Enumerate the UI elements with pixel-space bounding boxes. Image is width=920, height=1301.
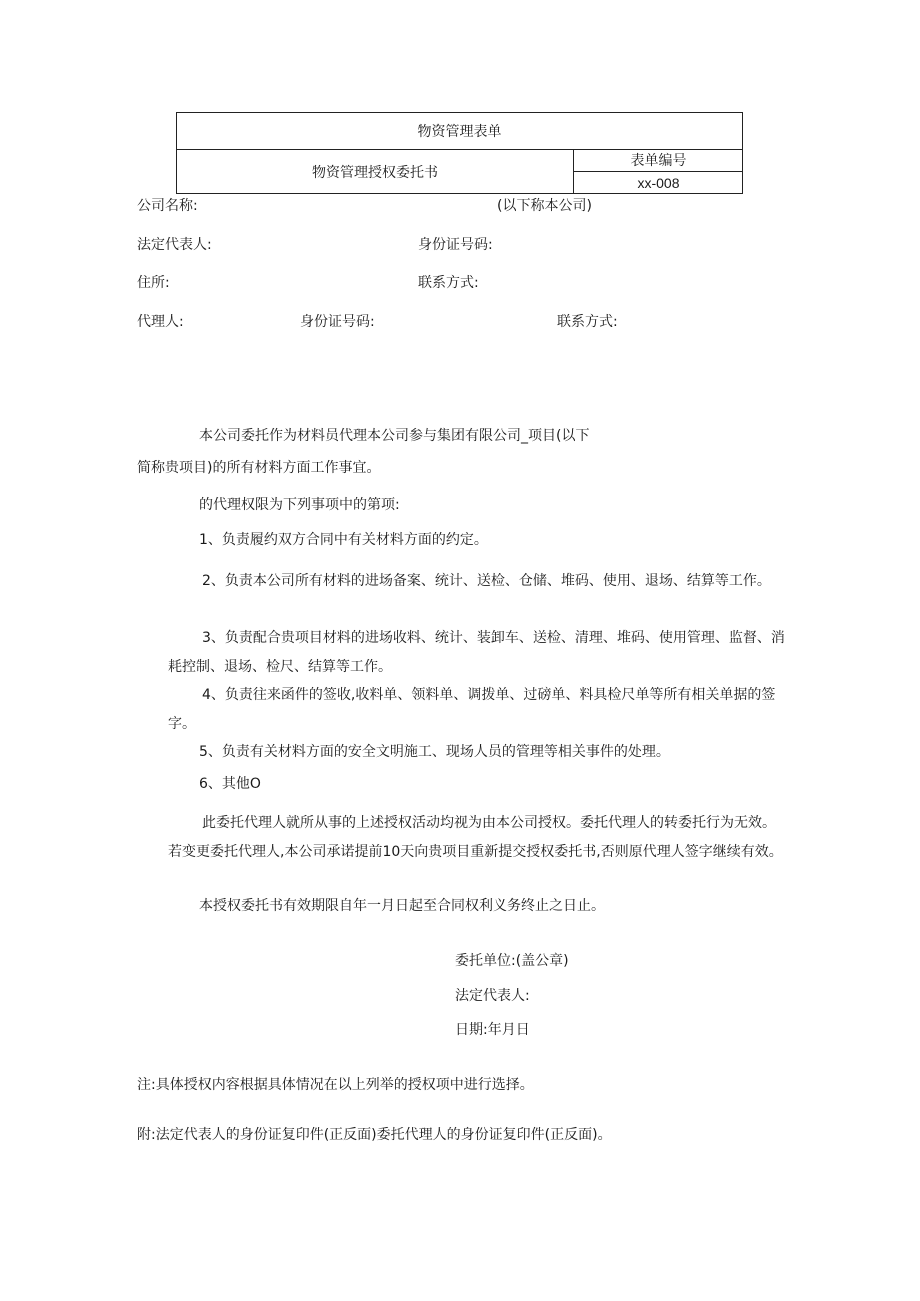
id-number-label: 身份证号码: <box>418 237 493 253</box>
attachment-line: 附:法定代表人的身份证复印件(正反面)委托代理人的身份证复印件(正反面)。 <box>137 1127 612 1143</box>
item-1: 1、负责履约双方合同中有关材料方面的约定。 <box>199 532 488 548</box>
signature-date: 日期:年月日 <box>455 1022 530 1038</box>
item-5: 5、负责有关材料方面的安全文明施工、现场人员的管理等相关事件的处理。 <box>199 744 670 760</box>
agent-label: 代理人: <box>137 314 184 330</box>
item-2: 2、负责本公司所有材料的进场备案、统计、送检、仓储、堆码、使用、退场、结算等工作。 <box>202 573 771 589</box>
intro-line-1: 本公司委托作为材料员代理本公司参与集团有限公司_项目(以下 <box>199 428 590 444</box>
form-code-value: xx-008 <box>637 175 680 191</box>
document-title: 物资管理授权委托书 <box>177 149 574 194</box>
agent-id-label: 身份证号码: <box>300 314 375 330</box>
company-name-label: 公司名称: <box>137 198 198 214</box>
intro-line-2: 简称贵项目)的所有材料方面工作事宜。 <box>137 460 381 476</box>
item-6: 6、其他O <box>199 776 261 792</box>
note-line: 注:具体授权内容根据具体情况在以上列举的授权项中进行选择。 <box>137 1077 534 1093</box>
signature-legal-rep: 法定代表人: <box>455 988 530 1004</box>
signature-unit: 委托单位:(盖公章) <box>455 953 569 969</box>
validity-line: 本授权委托书有效期限自年一月日起至合同权利义务终止之日止。 <box>199 898 605 914</box>
clause-paragraph: 此委托代理人就所从事的上述授权活动均视为由本公司授权。委托代理人的转委托行为无效。若变更委托代理人,本公司承诺提前10天向贵项目重新提交授权委托书,否则原代理人签字继续有效。 <box>168 815 783 860</box>
agent-contact-label: 联系方式: <box>557 314 618 330</box>
form-header-table <box>176 112 743 194</box>
address-label: 住所: <box>137 275 170 291</box>
contact-label: 联系方式: <box>418 275 479 291</box>
form-code-label: 表单编号 <box>574 149 743 172</box>
item-4: 4、负责往来函件的签收,收料单、领料单、调拨单、过磅单、料具检尺单等所有相关单据的签字。 <box>168 687 776 732</box>
scope-intro: 的代理权限为下列事项中的第项: <box>199 497 400 513</box>
company-name-note: (以下称本公司) <box>497 198 592 214</box>
item-3: 3、负责配合贵项目材料的进场收料、统计、装卸车、送检、清理、堆码、使用管理、监督、消耗控制、退场、检尺、结算等工作。 <box>168 630 785 675</box>
legal-rep-label: 法定代表人: <box>137 237 212 253</box>
form-header-title: 物资管理表单 <box>177 113 742 150</box>
